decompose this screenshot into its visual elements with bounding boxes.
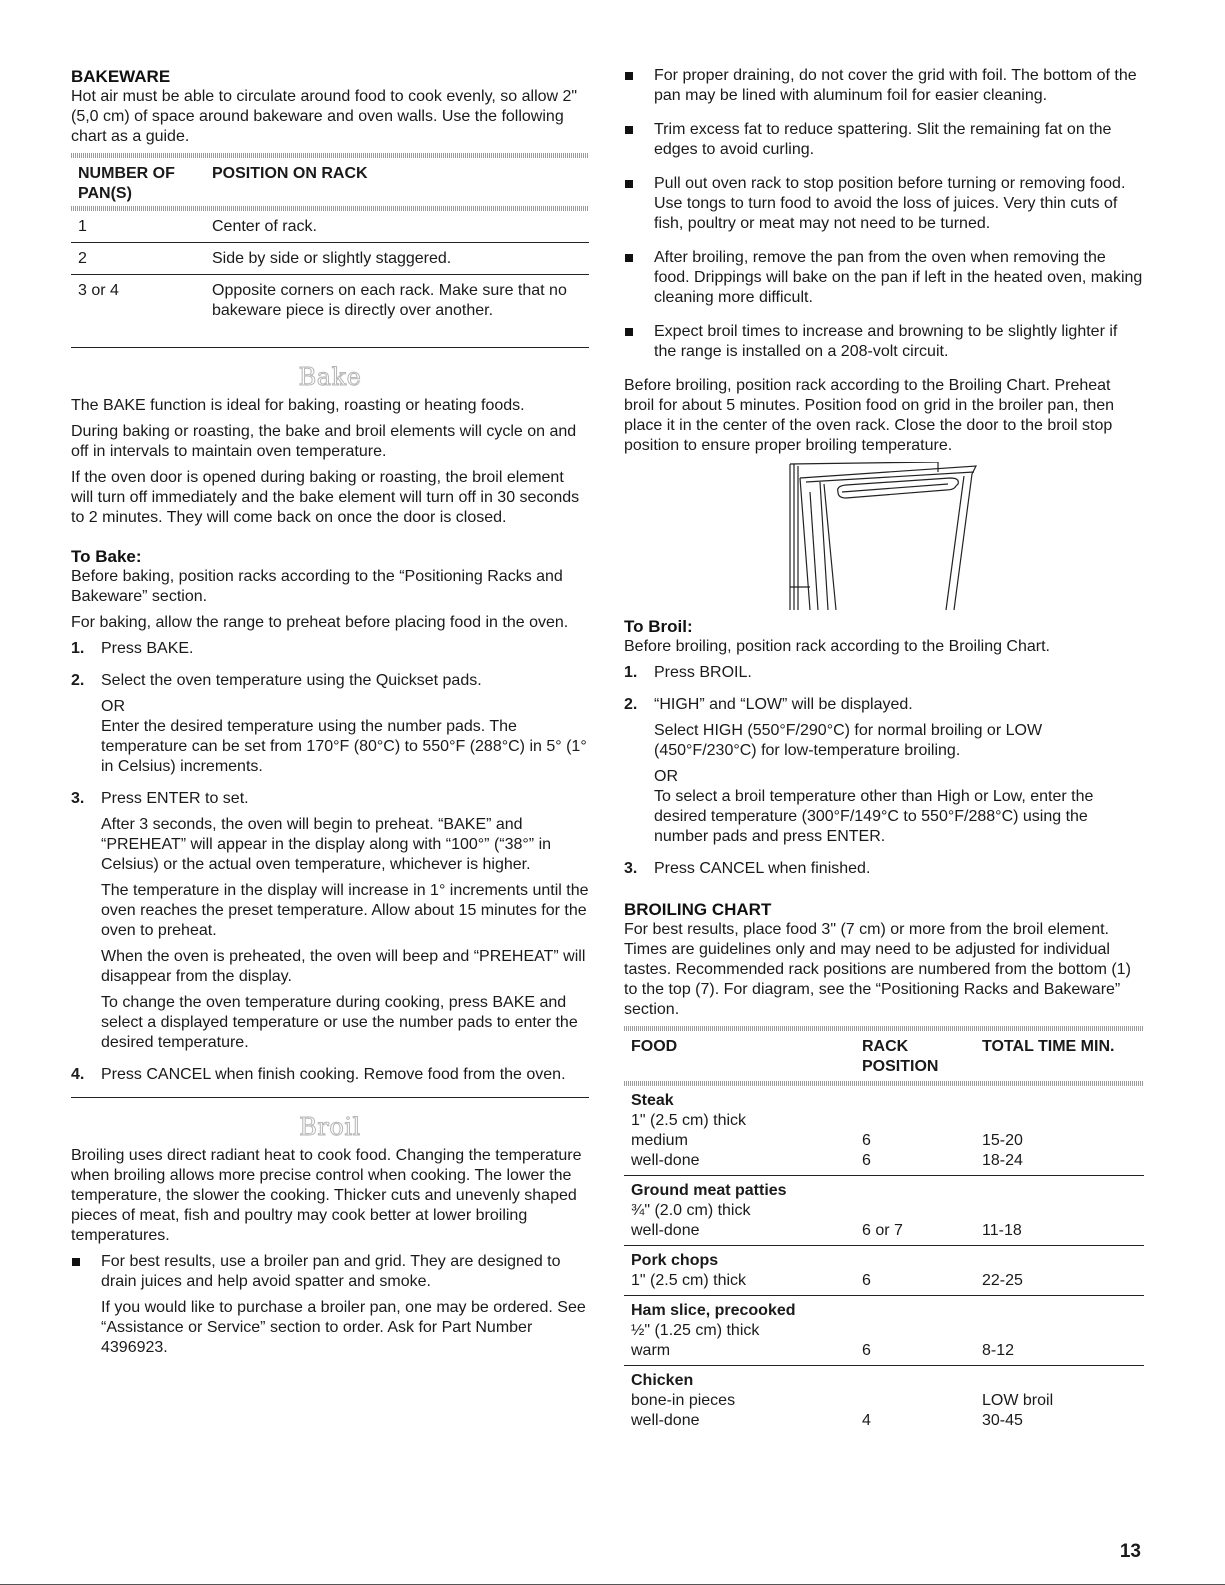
left-column bbox=[71, 66, 589, 1372]
table-row bbox=[624, 1321, 1144, 1341]
table-row bbox=[624, 1411, 1144, 1431]
step-text: The temperature in the display will increase in 1° increments until the oven reaches the preset temperature. Allow about 15 minutes for the oven to preheat. bbox=[101, 882, 589, 939]
bullet-item bbox=[71, 1252, 589, 1364]
broil-step bbox=[624, 859, 1144, 885]
time-cell: 30-45 bbox=[982, 1412, 1023, 1429]
step-text: Enter the desired temperature using the number pads. The temperature can be set from 170°F (80°C) to 550°F (288°C) in 5° (1° in Celsius) increments. bbox=[101, 718, 587, 775]
food-cell: well-done bbox=[631, 1152, 700, 1169]
rack-cell: 6 bbox=[862, 1342, 871, 1359]
col-header-rack: RACK POSITION bbox=[862, 1038, 939, 1075]
broil-bullets-left bbox=[71, 1252, 589, 1364]
rack-cell: 6 bbox=[862, 1132, 871, 1149]
broil-paragraph: Before broiling, position rack according to the Broiling Chart. Preheat broil for about 5 minutes. Position food on grid in the broiler pan, then place it in the center of the oven rack. Close the door to the broil stop position to ensure proper broiling temperature. bbox=[624, 377, 1115, 454]
to-bake-paragraph: Before baking, position racks according to the “Positioning Racks and Bakeware” section. bbox=[71, 568, 563, 605]
table-row-group bbox=[624, 1366, 1144, 1435]
time-cell: 8-12 bbox=[982, 1342, 1015, 1359]
bullet-item bbox=[624, 248, 1144, 314]
food-cell: 1" (2.5 cm) thick bbox=[631, 1272, 747, 1289]
page-number: 13 bbox=[1119, 1541, 1141, 1562]
step-text: Press BAKE. bbox=[101, 640, 194, 657]
bake-step bbox=[71, 789, 589, 1059]
bake-paragraph: The BAKE function is ideal for baking, roasting or heating foods. bbox=[71, 397, 525, 414]
food-cell: ½" (1.25 cm) thick bbox=[631, 1322, 760, 1339]
pans-cell: 3 or 4 bbox=[78, 282, 119, 299]
bake-paragraph: During baking or roasting, the bake and broil elements will cycle on and off in intervals to maintain oven temperature. bbox=[71, 423, 577, 460]
time-cell: 18-24 bbox=[982, 1152, 1023, 1169]
or-label: OR bbox=[654, 768, 678, 785]
bake-paragraph: If the oven door is opened during baking or roasting, the broil element will turn off immediately and the bake element will turn off in 30 seconds to 2 minutes. They will come back on once the door is closed. bbox=[71, 469, 580, 526]
time-cell bbox=[982, 1321, 1144, 1341]
broiling-chart-heading: BROILING CHART bbox=[624, 900, 772, 919]
table-row bbox=[624, 1151, 1144, 1171]
bakeware-table-body bbox=[71, 211, 589, 348]
step-number: 4. bbox=[71, 1066, 85, 1083]
broiling-chart-table bbox=[624, 1031, 1144, 1435]
bullet-item bbox=[624, 174, 1144, 240]
step-text: Select the oven temperature using the Quickset pads. bbox=[101, 672, 482, 689]
bakeware-table bbox=[71, 158, 589, 348]
broiling-chart-intro: For best results, place food 3" (7 cm) or more from the broil element. Times are guidelines only and may need to be adjusted for individual tastes. Recommended rack positions are numbered from the bottom (1) to the top (7). For diagram, see the “Positioning Racks and Bakeware” section. bbox=[624, 921, 1131, 1018]
step-text: When the oven is preheated, the oven will beep and “PREHEAT” will disappear from the display. bbox=[101, 948, 586, 985]
table-row bbox=[624, 1271, 1144, 1291]
food-cell: 1" (2.5 cm) thick bbox=[631, 1112, 747, 1129]
food-name: Steak bbox=[631, 1092, 674, 1109]
rack-cell bbox=[862, 1111, 982, 1131]
square-bullet-icon bbox=[624, 66, 654, 112]
broil-section-title: Broil bbox=[299, 1113, 361, 1141]
table-row bbox=[71, 243, 589, 275]
table-row-group bbox=[624, 1086, 1144, 1176]
table-row-group bbox=[624, 1246, 1144, 1296]
square-bullet-icon bbox=[71, 1252, 101, 1364]
food-cell: well-done bbox=[631, 1412, 700, 1429]
oven-door-icon bbox=[624, 462, 1144, 612]
bake-steps bbox=[71, 639, 589, 1091]
time-cell bbox=[982, 1201, 1144, 1221]
oven-door-broil-stop-illustration bbox=[624, 462, 1144, 612]
square-bullet-icon bbox=[624, 248, 654, 314]
bullet-text: If you would like to purchase a broiler pan, one may be ordered. See “Assistance or Service” section to order. Ask for Part Number 4396923. bbox=[101, 1299, 586, 1356]
rack-cell bbox=[862, 1321, 982, 1341]
pans-cell: 1 bbox=[78, 218, 87, 235]
step-number: 3. bbox=[71, 790, 85, 807]
to-bake-paragraph: For baking, allow the range to preheat before placing food in the oven. bbox=[71, 614, 569, 631]
time-cell: 11-18 bbox=[982, 1222, 1022, 1239]
bakeware-heading: BAKEWARE bbox=[71, 67, 171, 86]
section-divider bbox=[71, 1097, 589, 1098]
food-name: Ham slice, precooked bbox=[631, 1302, 796, 1319]
time-cell bbox=[982, 1111, 1144, 1131]
position-cell: Side by side or slightly staggered. bbox=[212, 250, 452, 267]
bullet-text: For best results, use a broiler pan and grid. They are designed to drain juices and help avoid spatter and smoke. bbox=[101, 1253, 561, 1290]
rack-cell: 6 bbox=[862, 1152, 871, 1169]
step-text: Select HIGH (550°F/290°C) for normal broiling or LOW (450°F/230°C) for low-temperature broiling. bbox=[654, 722, 1043, 759]
food-name: Ground meat patties bbox=[631, 1182, 787, 1199]
broil-paragraph: Broiling uses direct radiant heat to cook food. Changing the temperature when broiling allows more precise control when cooking. The lower the temperature, the slower the cooking. Thicker cuts and unevenly shaped pieces of meat, fish and poultry may cook better at lower broiling temperatures. bbox=[71, 1147, 582, 1244]
bakeware-table-header bbox=[71, 158, 589, 206]
to-bake-heading: To Bake: bbox=[71, 547, 142, 566]
rack-cell: 6 or 7 bbox=[862, 1222, 903, 1239]
bullet-text: Expect broil times to increase and browning to be slightly lighter if the range is installed on a 208-volt circuit. bbox=[654, 323, 1118, 360]
broil-bullets-right bbox=[624, 66, 1144, 368]
rack-cell: 4 bbox=[862, 1412, 871, 1429]
bullet-text: After broiling, remove the pan from the oven when removing the food. Drippings will bake on the pan if left in the heated oven, making cleaning more difficult. bbox=[654, 249, 1143, 306]
to-broil-paragraph: Before broiling, position rack according to the Broiling Chart. bbox=[624, 638, 1050, 655]
step-number: 3. bbox=[624, 860, 638, 877]
position-cell: Opposite corners on each rack. Make sure that no bakeware piece is directly over another. bbox=[212, 282, 567, 319]
step-text: Press CANCEL when finished. bbox=[654, 860, 871, 877]
step-text: Press CANCEL when finish cooking. Remove food from the oven. bbox=[101, 1066, 566, 1083]
square-bullet-icon bbox=[624, 120, 654, 166]
food-cell: bone-in pieces bbox=[631, 1392, 736, 1409]
col-header-position: POSITION ON RACK bbox=[212, 165, 368, 182]
time-cell: LOW broil bbox=[982, 1392, 1054, 1409]
step-text: To select a broil temperature other than High or Low, enter the desired temperature (300°F/149°C to 550°F/288°C) using the number pads and press ENTER. bbox=[654, 788, 1094, 845]
step-number: 2. bbox=[71, 672, 85, 689]
table-row bbox=[624, 1111, 1144, 1131]
broil-step bbox=[624, 663, 1144, 689]
broil-step bbox=[624, 695, 1144, 853]
table-row-group bbox=[624, 1296, 1144, 1366]
step-number: 1. bbox=[624, 664, 638, 681]
col-header-food: FOOD bbox=[631, 1038, 678, 1055]
bullet-item bbox=[624, 322, 1144, 368]
broiling-chart-header bbox=[624, 1031, 1144, 1081]
bake-step bbox=[71, 671, 589, 783]
pans-cell: 2 bbox=[78, 250, 87, 267]
table-row bbox=[624, 1341, 1144, 1361]
bake-step bbox=[71, 639, 589, 665]
bake-section-title: Bake bbox=[298, 363, 362, 391]
step-number: 1. bbox=[71, 640, 85, 657]
food-name: Chicken bbox=[631, 1372, 694, 1389]
to-broil-heading: To Broil: bbox=[624, 617, 693, 636]
bullet-item bbox=[624, 120, 1144, 166]
col-header-pans: NUMBER OF PAN(S) bbox=[78, 165, 175, 202]
time-cell: 22-25 bbox=[982, 1272, 1023, 1289]
food-cell: well-done bbox=[631, 1222, 700, 1239]
table-row bbox=[71, 275, 589, 348]
broil-steps bbox=[624, 663, 1144, 885]
time-cell: 15-20 bbox=[982, 1132, 1023, 1149]
step-text: “HIGH” and “LOW” will be displayed. bbox=[654, 696, 913, 713]
table-row bbox=[624, 1201, 1144, 1221]
col-header-time: TOTAL TIME MIN. bbox=[982, 1038, 1115, 1055]
square-bullet-icon bbox=[624, 174, 654, 240]
bullet-text: Pull out oven rack to stop position before turning or removing food. Use tongs to turn food to avoid the loss of juices. Very thin cuts of fish, poultry or meat may not need to be turned. bbox=[654, 175, 1126, 232]
position-cell: Center of rack. bbox=[212, 218, 317, 235]
rack-cell bbox=[862, 1391, 982, 1411]
table-row bbox=[624, 1221, 1144, 1241]
table-row-group bbox=[624, 1176, 1144, 1246]
bake-step bbox=[71, 1065, 589, 1091]
food-cell: medium bbox=[631, 1132, 688, 1149]
square-bullet-icon bbox=[624, 322, 654, 368]
food-name: Pork chops bbox=[631, 1252, 719, 1269]
table-row bbox=[624, 1131, 1144, 1151]
step-text: Press BROIL. bbox=[654, 664, 752, 681]
right-column bbox=[624, 66, 1144, 1435]
food-cell: warm bbox=[631, 1342, 671, 1359]
step-text: Press ENTER to set. bbox=[101, 790, 249, 807]
step-text: After 3 seconds, the oven will begin to preheat. “BAKE” and “PREHEAT” will appear in the display along with “100°” (“38°” in Celsius) or the actual oven temperature, whichever is higher. bbox=[101, 816, 552, 873]
step-text: To change the oven temperature during cooking, press BAKE and select a displayed temperature or use the number pads to enter the desired temperature. bbox=[101, 994, 578, 1051]
or-label: OR bbox=[101, 698, 125, 715]
bullet-text: Trim excess fat to reduce spattering. Slit the remaining fat on the edges to avoid curling. bbox=[654, 121, 1112, 158]
table-row bbox=[71, 211, 589, 243]
table-row bbox=[624, 1391, 1144, 1411]
rack-cell: 6 bbox=[862, 1272, 871, 1289]
bullet-text: For proper draining, do not cover the grid with foil. The bottom of the pan may be lined with aluminum foil for easier cleaning. bbox=[654, 67, 1137, 104]
bakeware-intro: Hot air must be able to circulate around food to cook evenly, so allow 2" (5,0 cm) of space around bakeware and oven walls. Use the following chart as a guide. bbox=[71, 88, 578, 145]
bullet-item bbox=[624, 66, 1144, 112]
food-cell: ¾" (2.0 cm) thick bbox=[631, 1202, 751, 1219]
step-number: 2. bbox=[624, 696, 638, 713]
rack-cell bbox=[862, 1201, 982, 1221]
